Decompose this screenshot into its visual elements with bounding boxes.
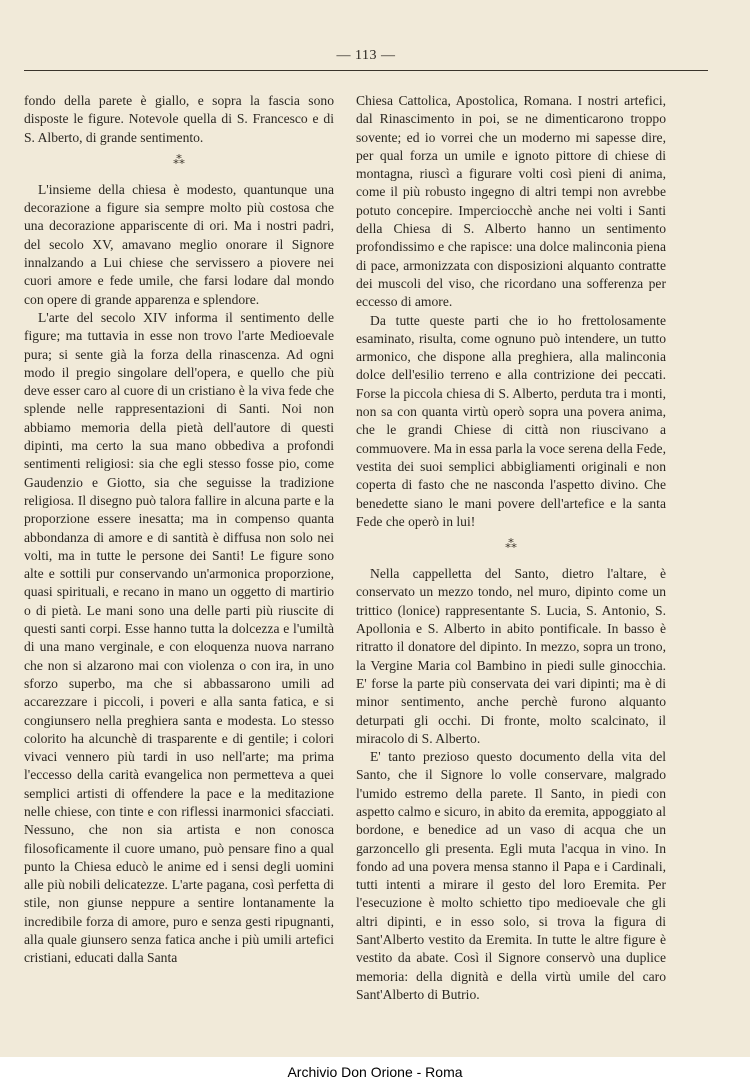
page-number: — 113 — — [336, 48, 396, 63]
asterism-separator: ⁂ — [173, 152, 185, 167]
right-column — [356, 92, 666, 1004]
paragraph: Chiesa Cattolica, Apostolica, Romana. I nostri artefici, dal Rinascimento in poi, se ne dimenticarono troppo sovente; ed io vorrei che un moderno mi sapesse dire, per qual forza un umile e ignoto pittore di chiese di montagna, riuscì a figurare volti così pieni di anima, come il più robusto ingegno di altri tempi non avrebbe potuto concepire. Imperciocchè anche nei volti i Santi della Chiesa di S. Alberto hanno un sentimento profondissimo e che rapisce: una dolce malinconia piena di pace, armonizzata con disposizioni alquanto contratte dei muscoli del viso, che ricordano una sofferenza per eccesso di amore. — [356, 93, 666, 310]
paragraph: Nella cappelletta del Santo, dietro l'altare, è conservato un mezzo tondo, nel muro, dipinto come un trittico (lonice) rappresentante S. Lucia, S. Antonio, S. Apollonia e S. Alberto in abito pontificale. In basso è ritratto il donatore del dipinto. In mezzo, sopra un trono, la Vergine Maria col Bambino in piedi sulle ginocchia. E' forse la parte più conservata dei vari dipinti; ma è di minor sentimento, anche perchè furono alquanto deturpati gli occhi. Di fronte, molto scalcinato, il miracolo di S. Alberto. — [356, 566, 666, 746]
header-rule — [24, 70, 708, 71]
asterism-separator: ⁂ — [505, 537, 517, 552]
paragraph: E' tanto prezioso questo documento della vita del Santo, che il Signore lo volle conservare, malgrado l'umido estremo della parete. Il Santo, in piedi con aspetto calmo e sicuro, in abito da eremita, appoggiato al bordone, e benedice ad un vaso di acqua che un garzoncello gli presenta. Egli muta l'acqua in vino. In fondo ad una povera mensa stanno il Papa e i Cardinali, tutti intenti a mirare il gesto del loro Eremita. Per l'esecuzione è molto schietto tipo medioevale che gli altri dipinti, e in esso solo, si trova la figura di Sant'Alberto vestito da Eremita. In tutte le altre figure è vestito da abate. Così il Signore conservò una duplice memoria: della dignità e della virtù umile del caro Sant'Alberto di Butrio. — [356, 749, 666, 1002]
left-column — [24, 92, 334, 968]
paragraph: L'arte del secolo XIV informa il sentimento delle figure; ma tuttavia in esse non trovo l'arte Medioevale pura; si sente già la forza della rinascenza. Ad ogni modo il pregio singolare dell'opera, e quello che più deve esser caro al cuore di un cristiano è la viva fede che splende nelle rappresentazioni di Santi. Noi non abbiamo memoria della pietà dell'autore di questi dipinti, ma certo la sua mano obbediva a profondi sentimenti religiosi: sia che egli stesso fosse pio, come Gaudenzio e Giotto, sia che seguisse la tradizione religiosa. Il disegno può talora fallire in alcuna parte e la proporzione essere inesatta; ma in compenso quanta abbondanza di amore e di santità è diffusa non solo nei volti, ma in tutte le persone dei Santi! Le figure sono alte e sottili pur conservando un'armonica proporzione, quasi spirituali, e recano in mano un oggetto di martirio o di pietà. Le mani sono una delle parti più riuscite di questi santi corpi. Esse hanno tutta la dolcezza e l'umiltà di una mano verginale, e con eloquenza nuova narrano che non si alzarono mai con violenza o con ira, in uno sforzo superbo, ma che si abbassarono umili ad accarezzare i piccoli, i poveri e alla santa fatica, e si congiunsero nella preghiera santa e modesta. Lo stesso colorito ha alcunchè di trasparente e di gentile; i colori vivaci vennero più tardi in uso nell'arte; ma prima l'eccesso della carità evangelica non permetteva a quei semplici artisti di offendere la pace e la meditazione nelle chiese, con tinte e con riflessi inarmonici sfacciati. Nessuno, che non sia artista e non conosca filosoficamente il cuore umano, può pensare fino a qual punto la Chiesa educò le anime ed i sensi degli uomini alle più nobili delicatezze. L'arte pagana, così perfetta di stile, non giunse neppure a sentire lontanamente la incredibile forza di amore, puro e senza gesti ripugnanti, alla quale giunsero senza fatica anche i più umili artefici cristiani, educati dalla Santa — [24, 309, 334, 966]
paragraph: Da tutte queste parti che io ho frettolosamente esaminato, risulta, come ognuno può intendere, un tutto armonico, che dispone alla preghiera, alla malinconia dolce dell'esilio terreno e alla contrizione dei peccati. Forse la piccola chiesa di S. Alberto, perduta tra i monti, non sa con quanta virtù operò sopra una povera anima, che le grandi Chiese di città non riuscivano a commuovere. Ma in essa parla la voce serena della Fede, vestita dei suoi semplici abbigliamenti originali e non coperta di fasto che ne nasconda l'aspetto divino. Che benedette siano le mani povere dell'artefice e la santa Fede che operò in lui! — [356, 312, 666, 529]
paragraph: fondo della parete è giallo, e sopra la fascia sono disposte le figure. Notevole quella di S. Francesco e di S. Alberto, di grande sentimento. — [24, 93, 334, 145]
paragraph: L'insieme della chiesa è modesto, quantunque una decorazione a figure sia sempre molto più costosa che una decorazione appariscente di ori. Ma i nostri padri, del secolo XV, amavano meglio onorare il Signore innalzando a Lui chiese che servissero a piovere nei cuori amore e fede umile, che farsi lodare dal mondo con opere di grande apparenza e splendore. — [24, 181, 334, 307]
archive-footer: Archivio Don Orione - Roma — [0, 1057, 750, 1087]
